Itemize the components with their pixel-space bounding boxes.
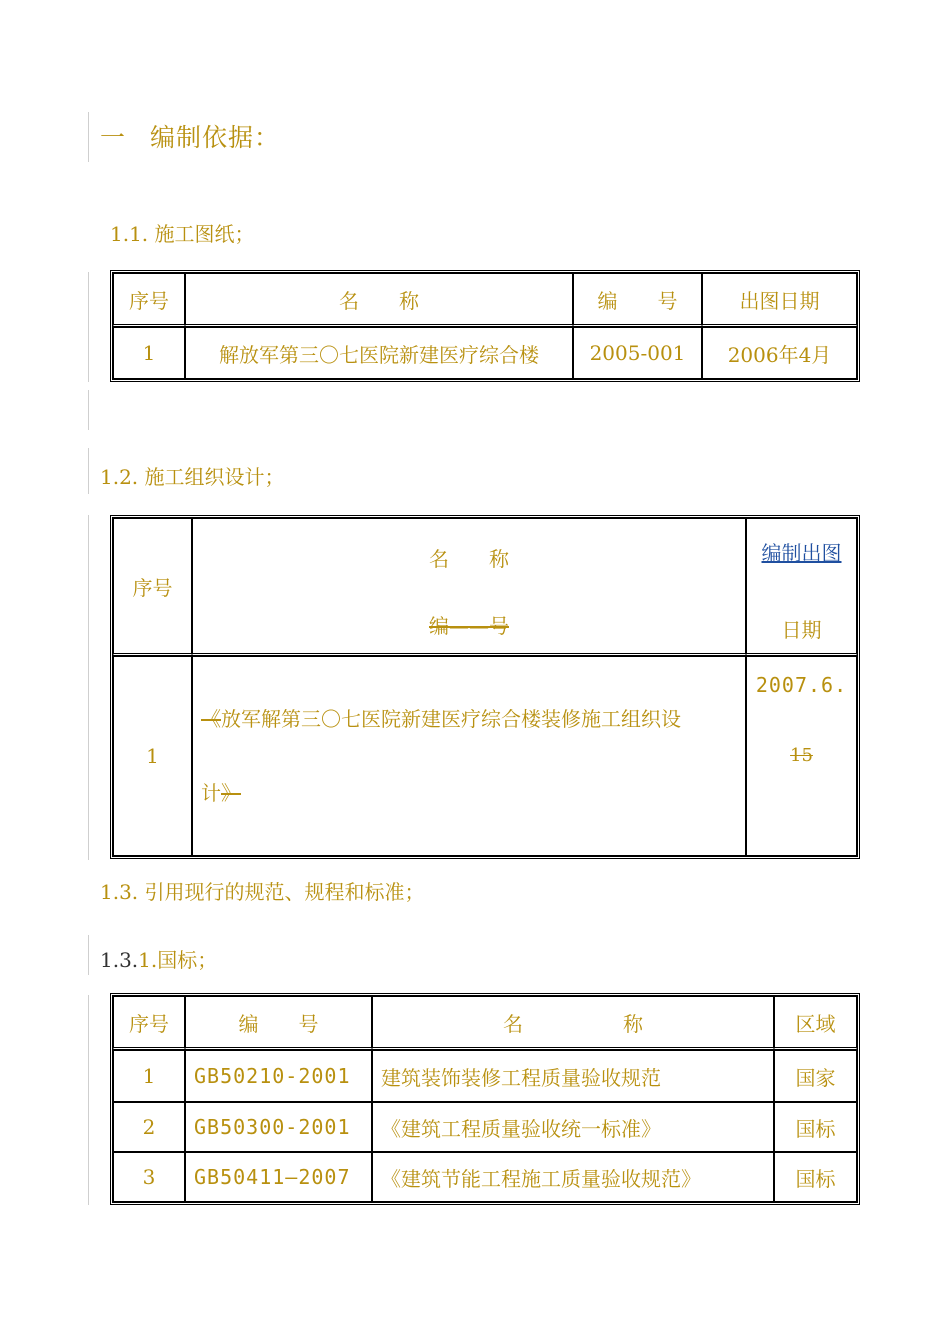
table-cell: 2005-001 [573,327,702,379]
margin-mark [88,995,89,1205]
header-name-label: 名 称 [429,547,509,571]
table-header-row [113,518,857,656]
header-cell-name [192,518,746,656]
header-cell: 编 号 [573,273,702,327]
heading-prefix: 1.3. [100,948,139,972]
subsection-heading-1-1: 1.1. 施工图纸； [110,222,255,246]
table-cell: GB50300-2001 [185,1102,372,1152]
table-cell: 解放军第三〇七医院新建医疗综合楼 [185,327,573,379]
table-header-row [113,273,857,327]
header-date-label: 日期 [781,618,822,642]
table-cell: 国标 [774,1152,857,1202]
name-open-quote: 《 [201,707,221,731]
table-row [113,656,857,856]
name-text-line2: 计 [201,781,221,805]
header-date-link[interactable]: 编制 [761,541,802,565]
name-close-quote: 》 [221,781,241,805]
table-cell: 《建筑节能工程施工质量验收规范》 [372,1152,774,1202]
margin-mark [88,112,89,162]
header-date-struck: 出图 [801,541,842,565]
table-cell: GB50210-2001 [185,1050,372,1102]
date-struck: 15 [790,745,813,766]
table-cell: 建筑装饰装修工程质量验收规范 [372,1050,774,1102]
header-cell: 编 号 [185,996,372,1050]
table-row [113,1152,857,1202]
table-cell-date [746,656,857,856]
date-value: 2007.6. [755,673,848,697]
table-row [113,1050,857,1102]
table-header-row [113,996,857,1050]
org-design-table [110,515,860,859]
section-heading [100,118,280,154]
table-cell: 3 [113,1152,185,1202]
margin-mark [88,935,89,975]
standards-table [110,993,860,1205]
name-text: 放军解第三〇七医院新建医疗综合楼装修施工组织设 [221,707,681,731]
table-cell: 《建筑工程质量验收统一标准》 [372,1102,774,1152]
header-cell: 序号 [113,518,192,656]
header-cell: 名 称 [372,996,774,1050]
header-code-label: 编——号 [429,614,509,638]
table-cell: 1 [113,656,192,856]
section-title: 编制依据： [150,123,281,152]
margin-mark [88,390,89,430]
margin-mark [88,515,89,860]
table-row [113,1102,857,1152]
table-cell-name [192,656,746,856]
subsection-heading-1-2: 1.2. 施工组织设计； [100,465,285,489]
header-cell: 序号 [113,273,185,327]
header-cell: 出图日期 [702,273,857,327]
heading-rest: 1.国标； [138,948,218,972]
table-cell: 2 [113,1102,185,1152]
drawings-table [110,270,860,382]
table-row [113,327,857,379]
section-number: 一 [100,123,127,152]
table-cell: 国标 [774,1102,857,1152]
subsection-heading-1-3: 1.3. 引用现行的规范、规程和标准； [100,880,425,904]
header-cell: 名 称 [185,273,573,327]
table-cell: 国家 [774,1050,857,1102]
table-cell: 1 [113,327,185,379]
table-cell: GB50411—2007 [185,1152,372,1202]
table-cell: 2006年4月 [702,327,857,379]
header-cell: 序号 [113,996,185,1050]
margin-mark [88,272,89,382]
subsection-heading-1-3-1 [100,944,217,973]
table-cell: 1 [113,1050,185,1102]
header-cell: 区域 [774,996,857,1050]
margin-mark [88,448,89,494]
header-cell-date [746,518,857,656]
